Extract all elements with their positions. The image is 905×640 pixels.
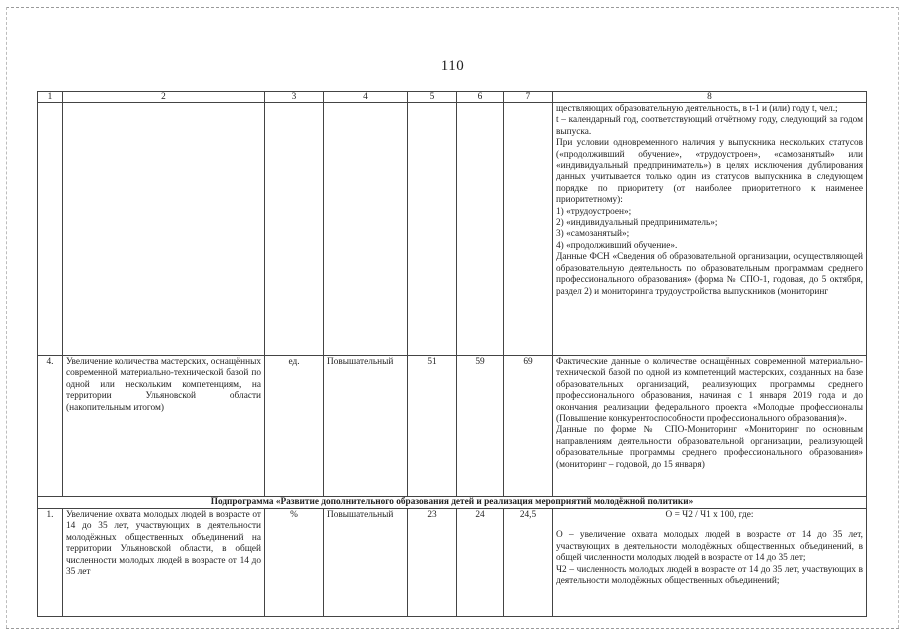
indicator-type: Повышательный bbox=[324, 356, 408, 497]
cell-empty bbox=[324, 103, 408, 356]
header-cell: 2 bbox=[63, 92, 265, 103]
value-cell: 51 bbox=[408, 356, 457, 497]
cell-empty bbox=[63, 103, 265, 356]
value-cell: 23 bbox=[408, 509, 457, 617]
header-cell: 5 bbox=[408, 92, 457, 103]
header-cell: 6 bbox=[457, 92, 504, 103]
table-row-continuation bbox=[38, 103, 867, 356]
indicator-name: Увеличение охвата молодых людей в возрасте от 14 до 35 лет, участвующих в деятельности молодёжных общественных объединений на территории Ульяновской области, в общей численности молодых людей в возрасте от 14 до 35 лет bbox=[63, 509, 265, 617]
methodology-text: Данные по форме № СПО-Мониторинг «Мониторинг по основным направлениям деятельности образовательной организации, реализующей образовательные программы среднего профессионального образования» (мониторинг – годовой, до 15 января) bbox=[556, 425, 863, 470]
page-edge-bottom bbox=[6, 628, 899, 629]
table-row-1 bbox=[38, 509, 867, 617]
value-cell: 69 bbox=[504, 356, 553, 497]
methodology-text: 2) «индивидуальный предприниматель»; bbox=[556, 218, 718, 229]
methodology-text: Данные ФСН «Сведения об образовательной организации, осуществляющей образовательную деятельность по образовательным программам среднего профессионального образования» (форма № СПО-1, годовая, до 5 октября, раздел 2) и мониторинга трудоустройства выпускников (мониторинг bbox=[556, 252, 863, 297]
indicator-type: Повышательный bbox=[324, 509, 408, 617]
header-cell: 3 bbox=[265, 92, 324, 103]
value-cell: 59 bbox=[457, 356, 504, 497]
header-cell: 4 bbox=[324, 92, 408, 103]
unit-cell: % bbox=[265, 509, 324, 617]
indicator-name: Увеличение количества мастерских, оснащённых современной материально-технической базой по одной или нескольким компетенциям, на территории Ульяновской области (накопительным итогом) bbox=[63, 356, 265, 497]
header-cell: 7 bbox=[504, 92, 553, 103]
cell-empty bbox=[504, 103, 553, 356]
methodology-text: 1) «трудоустроен»; bbox=[556, 206, 632, 217]
methodology-text: О – увеличение охвата молодых людей в возрасте от 14 до 35 лет, участвующих в деятельности молодёжных общественных объединений, в общей численности молодых людей в возрасте от 14 до 35 лет; bbox=[556, 530, 863, 564]
page-number: 110 bbox=[440, 58, 465, 74]
cell-empty bbox=[408, 103, 457, 356]
row-number: 1. bbox=[38, 509, 63, 617]
methodology-cell bbox=[553, 356, 867, 497]
methodology-text: 3) «самозанятый»; bbox=[556, 229, 630, 240]
table-header-row bbox=[38, 92, 867, 103]
unit-cell: ед. bbox=[265, 356, 324, 497]
row-number: 4. bbox=[38, 356, 63, 497]
indicators-table bbox=[37, 91, 867, 617]
table-row-4 bbox=[38, 356, 867, 497]
page-edge-top bbox=[6, 7, 899, 8]
value-cell: 24,5 bbox=[504, 509, 553, 617]
methodology-text: При условии одновременного наличия у выпускника нескольких статусов («продолживший обучение», «трудоустроен», «самозанятый» или «индивидуальный предприниматель») в целях исключения дублирования данных учитывается только один из статусов выпускника в следующем порядке по приоритету (от наиболее приоритетного к наименее приоритетному): bbox=[556, 138, 863, 206]
value-cell: 24 bbox=[457, 509, 504, 617]
methodology-text: Ч2 – численность молодых людей в возрасте от 14 до 35 лет, участвующих в деятельности молодёжных общественных объединений; bbox=[556, 564, 863, 587]
cell-empty bbox=[38, 103, 63, 356]
methodology-cell bbox=[553, 103, 867, 356]
methodology-text: t – календарный год, соответствующий отчётному году, следующий за годом выпуска. bbox=[556, 115, 863, 137]
cell-empty bbox=[265, 103, 324, 356]
formula-text: О = Ч2 / Ч1 х 100, где: bbox=[665, 510, 754, 520]
methodology-cell bbox=[553, 509, 867, 617]
subprogram-row bbox=[38, 497, 867, 509]
subprogram-title: Подпрограмма «Развитие дополнительного образования детей и реализация мероприятий молодёжной политики» bbox=[38, 497, 867, 509]
page-edge-right bbox=[898, 7, 899, 628]
header-cell: 8 bbox=[553, 92, 867, 103]
header-cell: 1 bbox=[38, 92, 63, 103]
page-edge-left bbox=[6, 7, 7, 628]
methodology-text: ществляющих образовательную деятельность, в t-1 и (или) году t, чел.; bbox=[556, 104, 838, 114]
methodology-text: Фактические данные о количестве оснащённых современной материально-технической базой по одной из компетенций мастерских, созданных на базе образовательных организаций, реализующих программы среднего профессионального образования, начиная с 1 января 2019 года и до окончания реализации федерального проекта «Молодые профессионалы (Повышение конкурентоспособности профессионального образования)». bbox=[556, 357, 863, 425]
methodology-text: 4) «продолживший обучение». bbox=[556, 240, 678, 251]
cell-empty bbox=[457, 103, 504, 356]
